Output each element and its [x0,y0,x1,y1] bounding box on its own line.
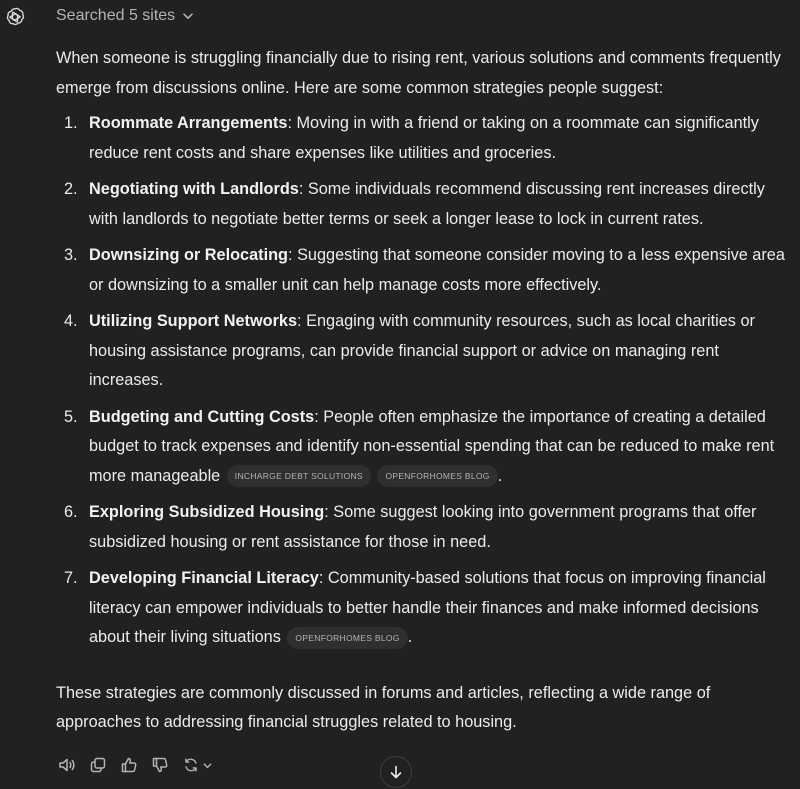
item-title: Roommate Arrangements [89,114,288,132]
copy-button[interactable] [87,754,109,776]
chevron-down-icon [181,9,195,23]
assistant-message [56,44,796,738]
item-text: : Some suggest looking into government programs that offer subsidized housing or rent assistance for those in need. [89,503,757,551]
item-text: : Engaging with community resources, such as local charities or housing assistance programs, can provide financial support or advice on managing rent increases. [89,312,755,389]
list-number: 4. [64,312,78,330]
searched-sites-toggle[interactable] [56,7,195,25]
source-citation-pill[interactable]: INCHARGE DEBT SOLUTIONS [227,465,371,487]
source-citation-pill[interactable]: OPENFORHOMES BLOG [377,465,497,487]
searched-sites-label: Searched 5 sites [56,7,176,24]
list-item [56,109,796,168]
item-title: Budgeting and Cutting Costs [89,407,315,426]
list-number: 1. [64,114,78,132]
list-number: 3. [64,246,78,264]
item-text: : Suggesting that someone consider moving to a less expensive area or downsizing to a smaller unit can help manage costs more effectively. [89,246,785,294]
item-text: : People often emphasize the importance of creating a detailed budget to track expenses and identify non-essential spending that can be reduced to make rent more manageable [89,407,775,485]
good-response-button[interactable] [118,754,140,776]
thumbs-up-icon [119,755,139,775]
source-citation-pill[interactable]: OPENFORHOMES BLOG [287,627,407,649]
list-item [56,241,796,300]
intro-paragraph: When someone is struggling financially due to rising rent, various solutions and comments frequently emerge from discussions online. Here are some common strategies people suggest: [56,49,781,97]
item-title: Utilizing Support Networks [89,312,298,330]
regenerate-button[interactable] [180,754,214,776]
list-item [56,403,796,492]
speaker-icon [57,755,77,775]
item-text: : Community-based solutions that focus on improving financial literacy can empower individuals to better handle their finances and make informed decisions about their living situations [89,569,766,646]
strategy-list [56,109,796,653]
list-item [56,498,796,557]
message-action-bar [56,754,214,776]
list-number: 2. [64,180,78,198]
arrow-down-icon [388,764,404,780]
list-number: 6. [64,503,78,521]
assistant-logo-icon [4,6,26,28]
item-text: : Some individuals recommend discussing rent increases directly with landlords to negotiate better terms or seek a longer lease to lock in current rates. [89,180,765,228]
copy-icon [88,755,108,775]
item-end: . [497,466,503,485]
regenerate-icon [182,756,200,774]
item-end: . [407,628,413,646]
scroll-to-bottom-button[interactable] [380,756,412,788]
thumbs-down-icon [150,755,170,775]
list-number: 5. [64,407,78,426]
item-title: Developing Financial Literacy [89,569,319,587]
list-item [56,564,796,653]
item-title: Negotiating with Landlords [89,180,299,198]
bad-response-button[interactable] [149,754,171,776]
list-item [56,175,796,234]
closing-paragraph: These strategies are commonly discussed in forums and articles, reflecting a wide range of approaches to addressing financial struggles related to housing. [56,683,711,731]
list-item [56,307,796,396]
list-number: 7. [64,569,78,587]
item-text: : Moving in with a friend or taking on a roommate can significantly reduce rent costs and share expenses like utilities and groceries. [89,114,759,162]
read-aloud-button[interactable] [56,754,78,776]
item-title: Downsizing or Relocating [89,246,289,264]
chevron-down-icon [202,760,213,771]
item-title: Exploring Subsidized Housing [89,503,325,521]
